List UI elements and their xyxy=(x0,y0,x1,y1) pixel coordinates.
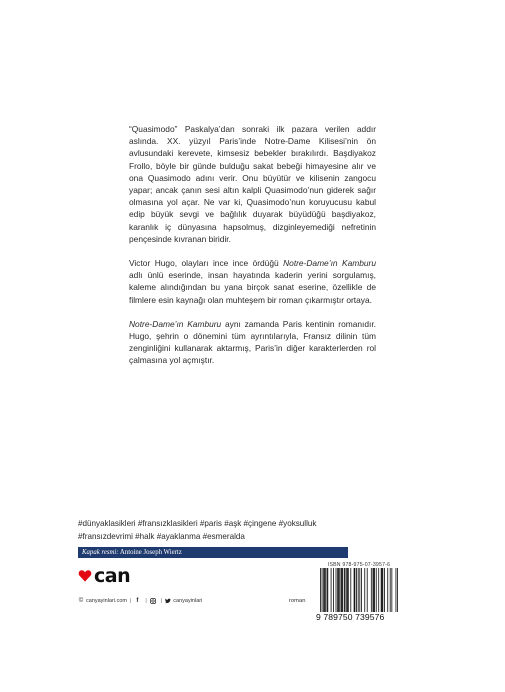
divider: | xyxy=(129,598,132,604)
barcode-bar xyxy=(348,568,349,612)
barcode-bar xyxy=(397,568,398,612)
barcode-bar xyxy=(327,568,328,612)
barcode-bar xyxy=(367,568,368,612)
logo-wordmark: can xyxy=(94,565,131,587)
barcode-bar xyxy=(341,568,342,612)
book-title-italic: Notre-Dame’ın Kamburu xyxy=(129,318,222,329)
credit-role: Kapak resmi: xyxy=(82,549,119,556)
barcode-bar xyxy=(354,568,355,612)
website: canyayinlari.com xyxy=(86,598,127,604)
barcode-bar xyxy=(359,568,360,612)
barcode-bar xyxy=(333,568,334,612)
barcode-bar xyxy=(376,568,377,612)
instagram-icon xyxy=(150,598,156,604)
synopsis xyxy=(129,123,376,367)
copyright-icon: © xyxy=(78,598,84,604)
barcode-bar xyxy=(361,568,362,612)
barcode-bar xyxy=(327,568,328,612)
barcode-bar xyxy=(378,568,379,612)
paragraph-2-body: adlı ünlü eserinde, insan hayatında kaderin yerini sorgulamış, kaleme alındığından bu yana birçok sanat eserine, özellikle de filmlere esin kaynağı olan muhteşem bir roman çıkarmıştır ortaya. xyxy=(129,270,376,305)
barcode-bar xyxy=(382,568,383,612)
genre-label: roman xyxy=(289,598,306,604)
heart-logo-icon xyxy=(78,569,92,583)
facebook-icon: f xyxy=(136,598,139,604)
barcode-bar xyxy=(337,568,338,612)
credit-name: Antoine Joseph Wiertz xyxy=(118,549,182,556)
barcode-bar xyxy=(381,568,382,612)
barcode-bar xyxy=(373,568,374,612)
paragraph-2-intro: Victor Hugo, olayları ince ince ördüğü xyxy=(129,258,284,269)
barcode-digits: 9 789750 739576 xyxy=(316,612,385,622)
hashtag-line-2: #fransızdevrimi #halk #ayaklanma #esmeralda xyxy=(78,532,245,541)
barcode-bar xyxy=(347,568,348,612)
isbn-label: ISBN 978-975-07-3957-6 xyxy=(327,562,391,568)
hashtag-line-1: #dünyaklasikleri #fransızklasikleri #paris #aşk #çingene #yoksulluk xyxy=(78,519,317,528)
barcode-bar xyxy=(320,568,321,612)
barcode-bar xyxy=(373,568,374,612)
barcode-bar xyxy=(338,568,339,612)
barcode-bar xyxy=(354,568,355,612)
barcode-bar xyxy=(323,568,324,612)
barcode-bar xyxy=(391,568,392,612)
cover-art-credit xyxy=(82,547,182,558)
book-title-italic: Notre-Dame’ın Kamburu xyxy=(283,258,376,269)
synopsis-paragraph-2 xyxy=(129,257,376,306)
barcode-bar xyxy=(374,568,375,612)
barcode-bar xyxy=(387,568,388,612)
barcode-bar xyxy=(341,568,342,612)
barcode xyxy=(320,568,398,612)
credit-band xyxy=(78,547,348,558)
barcode-bar xyxy=(384,568,385,612)
barcode-bar xyxy=(324,568,325,612)
barcode-bar xyxy=(350,568,351,612)
synopsis-paragraph-1: “Quasimodo” Paskalya’dan sonraki ilk pazara verilen addır aslında. XX. yüzyıl Paris’inde Notre-Dame Kilisesi’nin ön avlusundaki kerevete, kimsesiz bebekler bırakılırdı. Başdiyakoz Frollo, böyle bir günde bulduğu sakat bebeği himayesine alır ve ona Quasimodo adını verir. Onu büyütür ve kilisenin zangocu yapar; ancak çanın sesi altın kalpli Quasimodo’nun giderek sağır olmasına yol açar. Ne var ki, Quasimodo’nun koruyucusu kabul edip büyük sevgi ve bağlılık duyarak büyüdüğü başdiyakoz, karanlık iç dünyasına hapsolmuş, dizginleyemediği nefretinin pençesinde kıvranan biridir. xyxy=(129,124,376,244)
barcode-bar xyxy=(371,568,372,612)
synopsis-paragraph-3 xyxy=(129,318,376,367)
barcode-bar xyxy=(322,568,323,612)
barcode-bar xyxy=(331,568,332,612)
barcode-bar xyxy=(344,568,345,612)
barcode-bar xyxy=(358,568,359,612)
twitter-icon xyxy=(165,598,171,604)
hashtag-list xyxy=(78,517,378,543)
publisher-logo xyxy=(78,566,130,586)
social-links xyxy=(78,598,308,604)
barcode-bar xyxy=(364,568,365,612)
divider: | xyxy=(160,598,163,604)
social-handle: canyayinlari xyxy=(173,598,203,604)
barcode-bar xyxy=(342,568,343,612)
barcode-bar xyxy=(345,568,346,612)
barcode-bar xyxy=(346,568,347,612)
divider: | xyxy=(145,598,147,604)
barcode-bar xyxy=(356,568,357,612)
barcode-bar xyxy=(390,568,391,612)
barcode-bar xyxy=(382,568,383,612)
barcode-bar xyxy=(336,568,337,612)
barcode-bar xyxy=(339,568,340,612)
barcode-bar xyxy=(396,568,397,612)
paragraph-3-body: aynı zamanda Paris kentinin romanıdır. Hugo, şehrin o dönemini tüm ayrıntılarıyla, Fransız dilinin tüm zenginliğini kullanarak aktarmış, Paris’in diğer karakterlerden rol çalmasına yol açmıştır. xyxy=(129,318,376,366)
barcode-bar xyxy=(325,568,326,612)
